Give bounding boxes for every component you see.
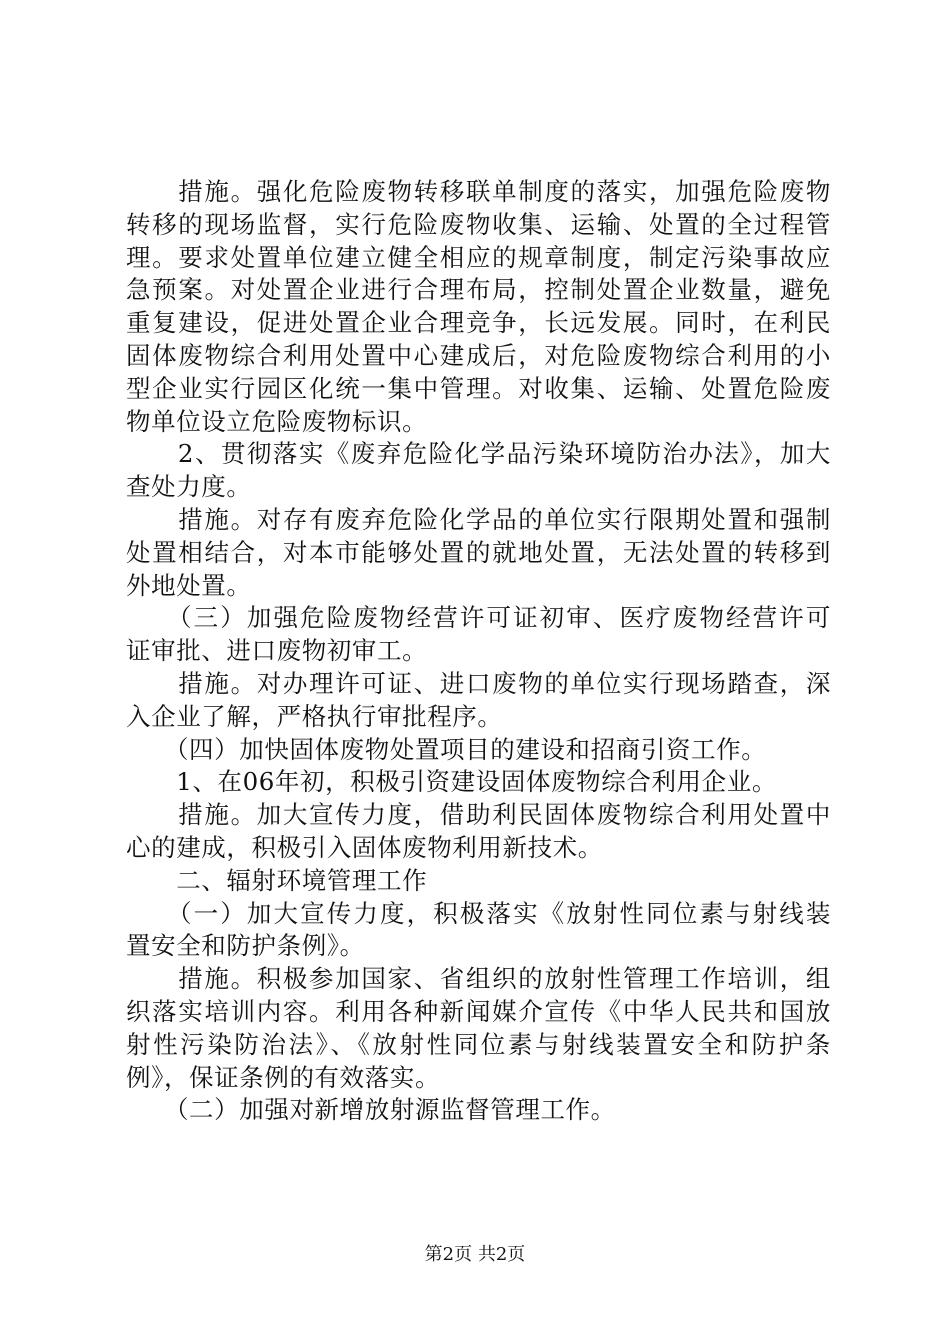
text-line: 心的建成，积极引入固体废物利用新技术。 [126, 832, 603, 862]
text-line: 入企业了解，严格执行审批程序。 [126, 701, 503, 731]
text-line: 物单位设立危险废物标识。 [126, 406, 428, 436]
text-line: 措施。对存有废弃危险化学品的单位实行限期处置和强制 [126, 504, 831, 534]
text-line: 置安全和防护条例》。 [126, 931, 365, 961]
text-line: 处置相结合，对本市能够处置的就地处置，无法处置的转移到 [126, 537, 831, 567]
text-line: （三）加强危险废物经营许可证初审、医疗废物经营许可 [126, 603, 831, 633]
text-line: （一）加大宣传力度，积极落实《放射性同位素与射线装 [126, 898, 831, 928]
page-number-footer: 第2页 共2页 [424, 1244, 526, 1265]
text-line: 措施。对办理许可证、进口废物的单位实行现场踏查，深 [126, 668, 831, 698]
document-body [126, 176, 831, 1127]
text-line: （二）加强对新增放射源监督管理工作。 [126, 1095, 616, 1125]
section-heading: 二、辐射环境管理工作 [126, 865, 428, 895]
text-line: 2、贯彻落实《废弃危险化学品污染环境防治办法》，加大 [126, 439, 831, 469]
text-line: 理。要求处置单位建立健全相应的规章制度，制定污染事故应 [126, 242, 831, 272]
text-line: 查处力度。 [126, 472, 252, 502]
text-line: 措施。积极参加国家、省组织的放射性管理工作培训，组 [126, 964, 831, 994]
text-line: 1、在06年初，积极引资建设固体废物综合利用企业。 [126, 767, 777, 797]
text-line: 证审批、进口废物初审工。 [126, 636, 428, 666]
text-line: 急预案。对处置企业进行合理布局，控制处置企业数量，避免 [126, 275, 831, 305]
text-line: 措施。加大宣传力度，借助利民固体废物综合利用处置中 [126, 800, 831, 830]
text-line: 转移的现场监督，实行危险废物收集、运输、处置的全过程管 [126, 209, 831, 239]
text-line: 织落实培训内容。利用各种新闻媒介宣传《中华人民共和国放 [126, 996, 831, 1026]
text-line: 措施。强化危险废物转移联单制度的落实，加强危险废物 [126, 177, 831, 206]
text-line: 型企业实行园区化统一集中管理。对收集、运输、处置危险废 [126, 373, 831, 403]
text-line: 射性污染防治法》、《放射性同位素与射线装置安全和防护条 [126, 1029, 831, 1059]
text-line: 例》，保证条例的有效落实。 [126, 1062, 441, 1092]
text-line: 固体废物综合利用处置中心建成后，对危险废物综合利用的小 [126, 340, 831, 370]
text-line: 外地处置。 [126, 570, 252, 600]
text-line: 重复建设，促进处置企业合理竞争，长远发展。同时，在利民 [126, 308, 831, 338]
text-line: （四）加快固体废物处置项目的建设和招商引资工作。 [126, 734, 767, 764]
